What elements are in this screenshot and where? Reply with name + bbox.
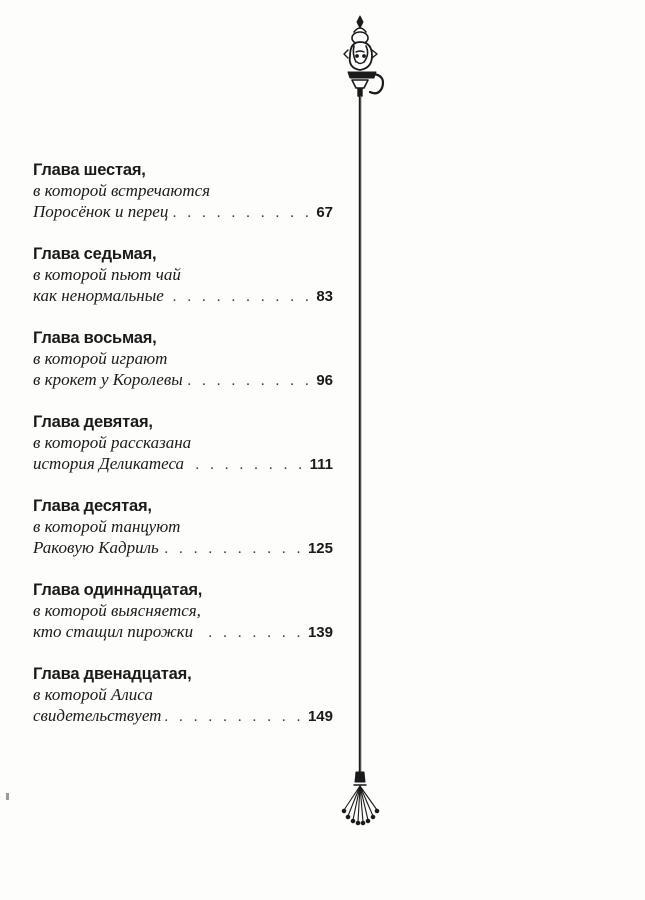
dot-leader xyxy=(187,373,313,390)
chapter-heading: Глава одиннадцатая, xyxy=(33,581,203,599)
page-number: 139 xyxy=(307,624,333,641)
chapter-subtitle-end: история Деликатеса xyxy=(33,454,185,473)
dot-leader xyxy=(188,457,306,474)
toc-entry[interactable] xyxy=(33,412,338,474)
toc-entry[interactable] xyxy=(33,664,338,726)
toc-entry[interactable] xyxy=(33,328,338,390)
chapter-line xyxy=(33,201,333,223)
chapter-subtitle-end: как ненормальные xyxy=(33,286,164,305)
toc-entry[interactable] xyxy=(33,160,338,222)
ornamental-staff-icon xyxy=(330,10,390,830)
page-number: 96 xyxy=(316,372,333,389)
chapter-subtitle-end: свидетельствует xyxy=(33,706,162,725)
chapter-subtitle: в которой выясняется, xyxy=(33,601,201,620)
chapter-heading: Глава шестая, xyxy=(33,161,146,179)
page-number: 67 xyxy=(316,204,333,221)
chapter-line xyxy=(33,621,333,643)
print-speck xyxy=(6,793,9,800)
chapter-heading: Глава девятая, xyxy=(33,413,153,431)
toc-entry[interactable] xyxy=(33,244,338,306)
chapter-subtitle: в которой играют xyxy=(33,349,168,368)
page-number: 125 xyxy=(307,540,333,557)
dot-leader xyxy=(168,289,313,306)
chapter-line xyxy=(33,285,333,307)
chapter-line xyxy=(33,369,333,391)
chapter-subtitle-end: Раковую Кадриль xyxy=(33,538,159,557)
toc-entry[interactable] xyxy=(33,580,338,642)
chapter-subtitle: в которой рассказана xyxy=(33,433,192,452)
chapter-subtitle-end: кто стащил пирожки xyxy=(33,622,194,641)
chapter-heading: Глава седьмая, xyxy=(33,245,157,263)
chapter-subtitle-end: в крокет у Королевы xyxy=(33,370,183,389)
toc-entry[interactable] xyxy=(33,496,338,558)
dot-leader xyxy=(172,205,312,222)
chapter-line xyxy=(33,537,333,559)
page-number: 83 xyxy=(316,288,333,305)
page-number: 111 xyxy=(309,456,333,473)
page-number: 149 xyxy=(307,708,333,725)
chapter-subtitle: в которой Алиса xyxy=(33,685,153,704)
chapter-subtitle: в которой пьют чай xyxy=(33,265,181,284)
chapter-subtitle: в которой встречаются xyxy=(33,181,211,200)
chapter-line xyxy=(33,453,333,475)
chapter-heading: Глава восьмая, xyxy=(33,329,157,347)
dot-leader xyxy=(197,625,304,642)
chapter-line xyxy=(33,705,333,727)
table-of-contents xyxy=(33,160,338,748)
dot-leader xyxy=(165,709,304,726)
chapter-subtitle-end: Поросёнок и перец xyxy=(33,202,169,221)
chapter-heading: Глава двенадцатая, xyxy=(33,665,192,683)
chapter-subtitle: в которой танцуют xyxy=(33,517,181,536)
dot-leader xyxy=(163,541,304,558)
chapter-heading: Глава десятая, xyxy=(33,497,152,515)
